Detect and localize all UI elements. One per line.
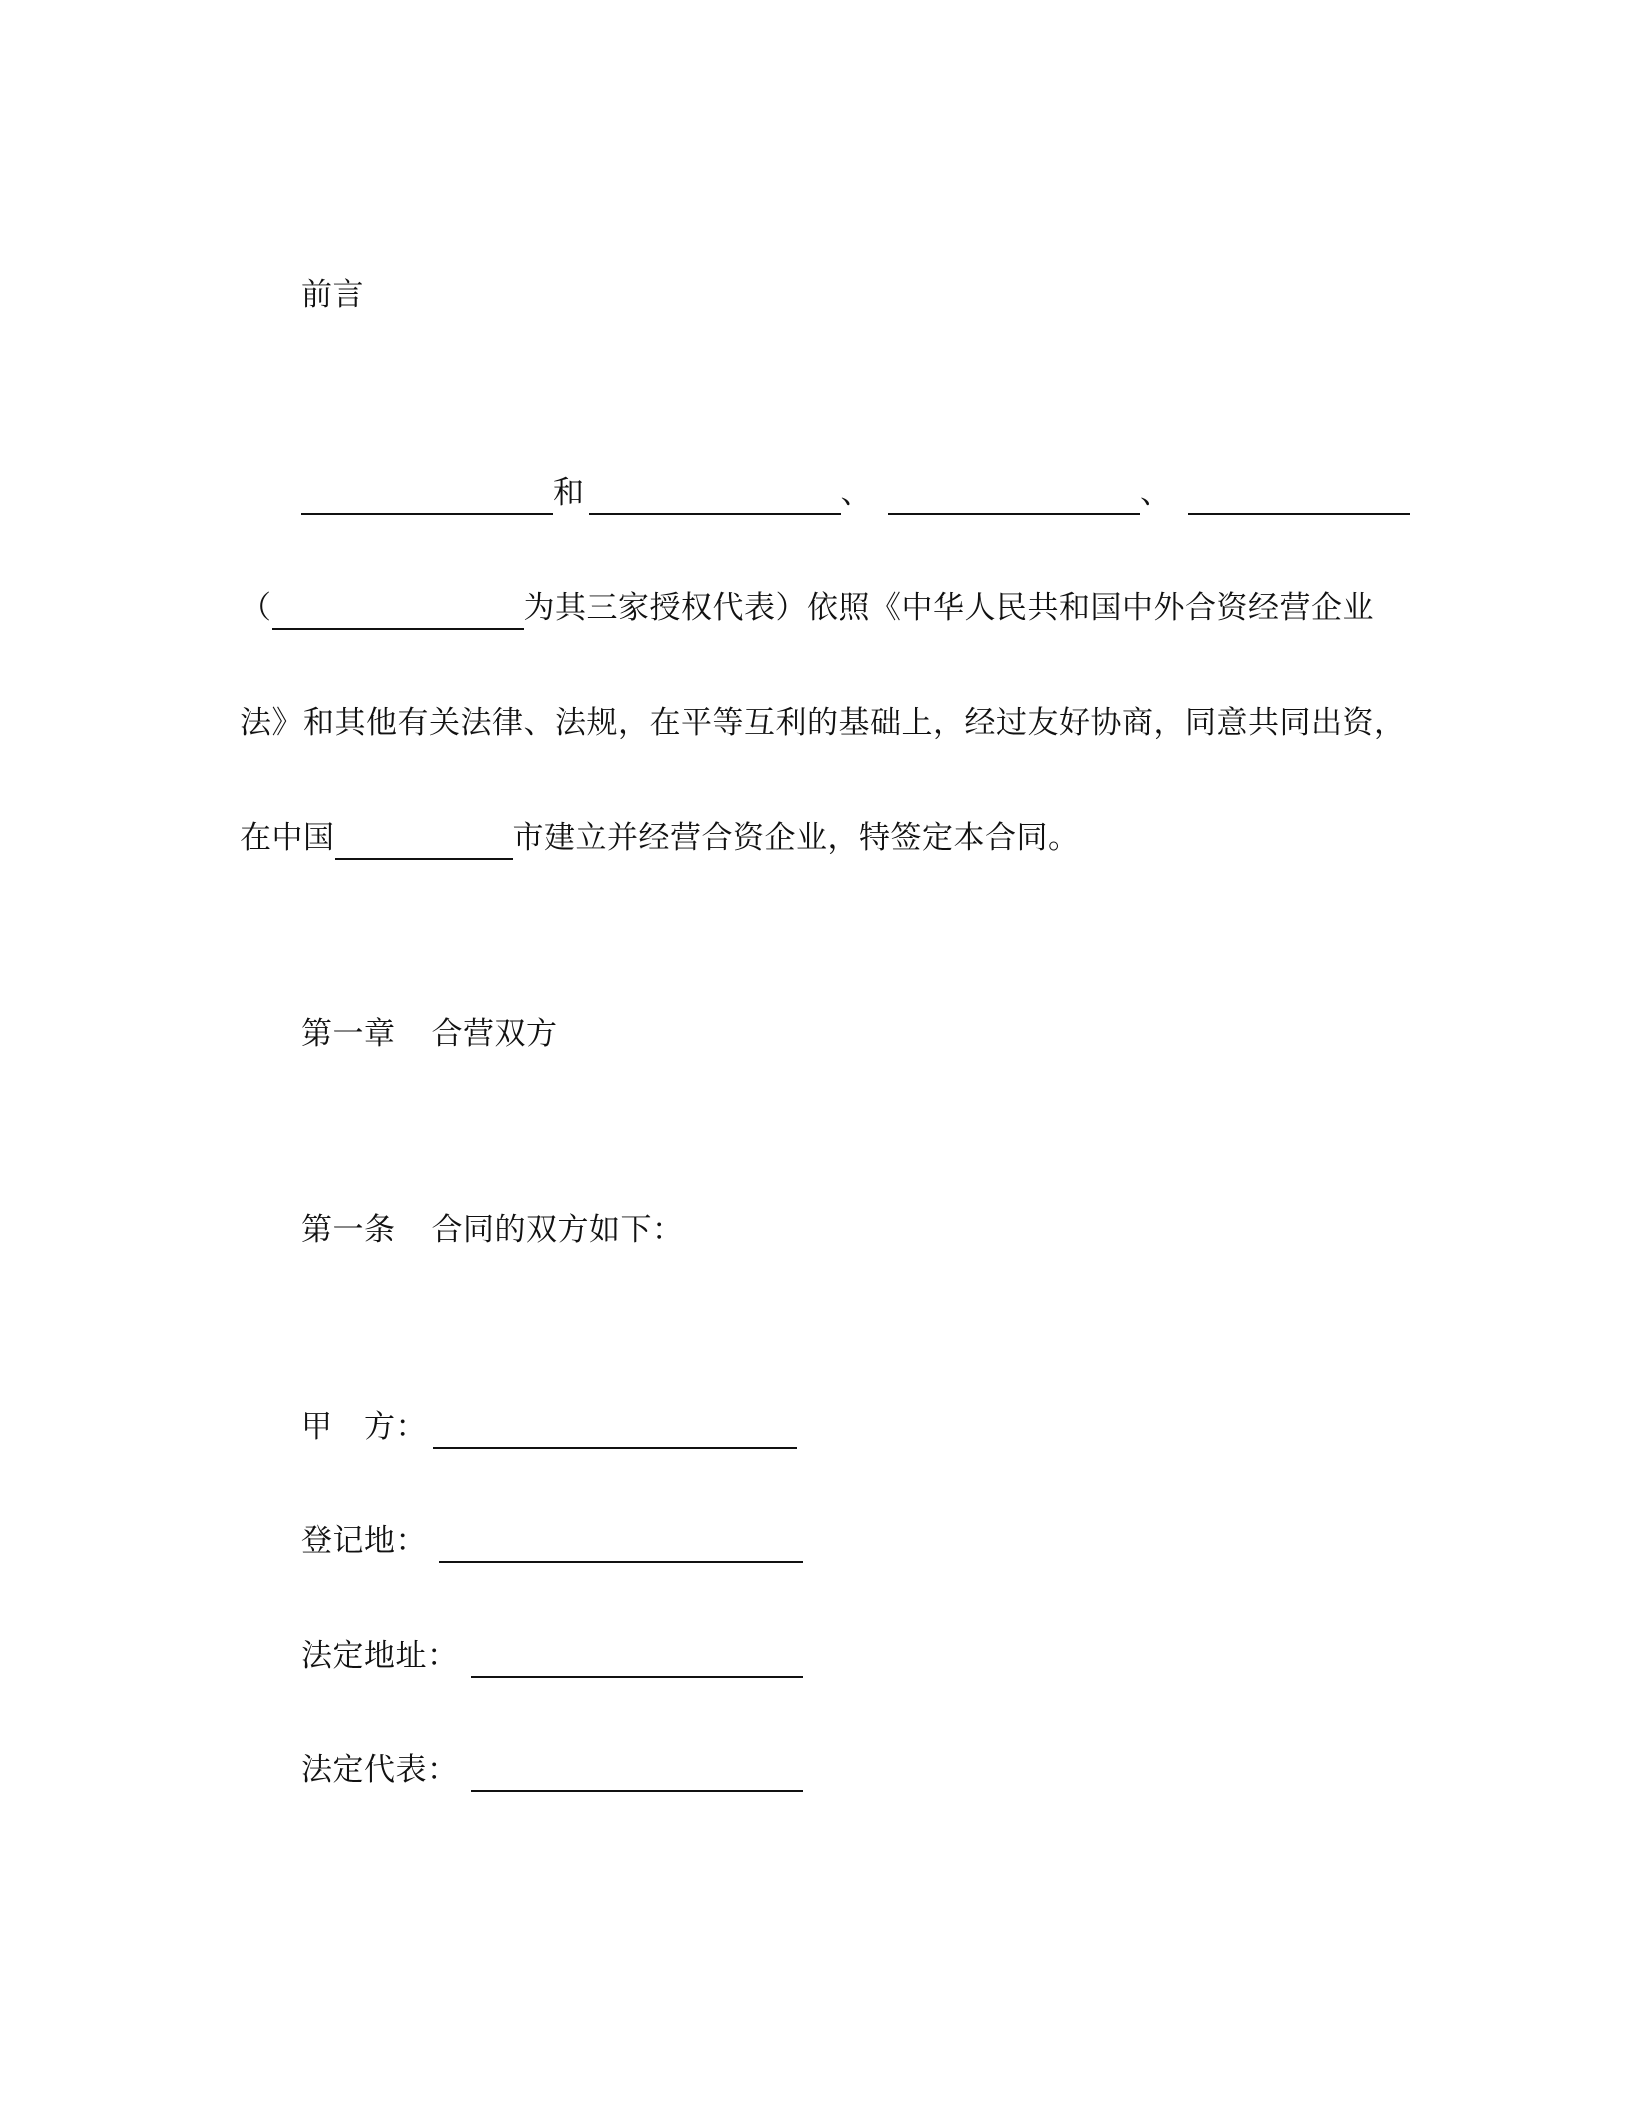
conjunction-and: 和	[553, 475, 585, 511]
preface-line-4	[240, 818, 1080, 860]
blank-field-party-4[interactable]	[1188, 483, 1410, 515]
legal-address-field[interactable]	[471, 1646, 803, 1678]
article-1-heading	[301, 1210, 684, 1250]
preface-heading-text: 前言	[301, 277, 364, 313]
chapter-1-title: 合营双方	[431, 1016, 558, 1052]
chapter-1-number: 第一章	[301, 1016, 396, 1052]
legal-address-label: 法定地址：	[301, 1638, 459, 1674]
preface-line-1	[301, 473, 1410, 515]
registered-place-field[interactable]	[439, 1531, 803, 1563]
blank-field-party-2[interactable]	[589, 483, 841, 515]
party-a-name-field[interactable]	[433, 1417, 797, 1449]
preface-line-3-text: 法》和其他有关法律、法规，在平等互利的基础上，经过友好协商，同意共同出资，	[240, 705, 1406, 741]
preface-line-4-suffix: 市建立并经营合资企业，特签定本合同。	[512, 820, 1080, 856]
party-a-row	[301, 1407, 797, 1449]
separator-1: 、	[840, 475, 872, 511]
party-a-representative-row	[301, 1750, 803, 1792]
separator-2: 、	[1140, 475, 1172, 511]
preface-line-3	[240, 703, 1406, 743]
blank-field-city[interactable]	[335, 828, 513, 860]
legal-representative-label: 法定代表：	[301, 1752, 459, 1788]
party-a-label: 甲 方：	[301, 1409, 427, 1445]
legal-representative-field[interactable]	[471, 1760, 803, 1792]
registered-place-label: 登记地：	[301, 1523, 427, 1559]
blank-field-party-1[interactable]	[301, 483, 553, 515]
preface-heading	[301, 275, 364, 315]
blank-field-party-3[interactable]	[888, 483, 1140, 515]
preface-line-2	[240, 588, 1374, 630]
article-1-title: 合同的双方如下：	[431, 1212, 684, 1248]
article-1-number: 第一条	[301, 1212, 396, 1248]
preface-line-4-prefix: 在中国	[240, 820, 335, 856]
preface-line-2-text: 为其三家授权代表）依照《中华人民共和国中外合资经营企业	[523, 590, 1374, 626]
chapter-1-heading	[301, 1014, 558, 1054]
open-paren: （	[240, 590, 272, 626]
party-a-address-row	[301, 1636, 803, 1678]
blank-field-representative[interactable]	[272, 598, 524, 630]
party-a-registered-row	[301, 1521, 803, 1563]
